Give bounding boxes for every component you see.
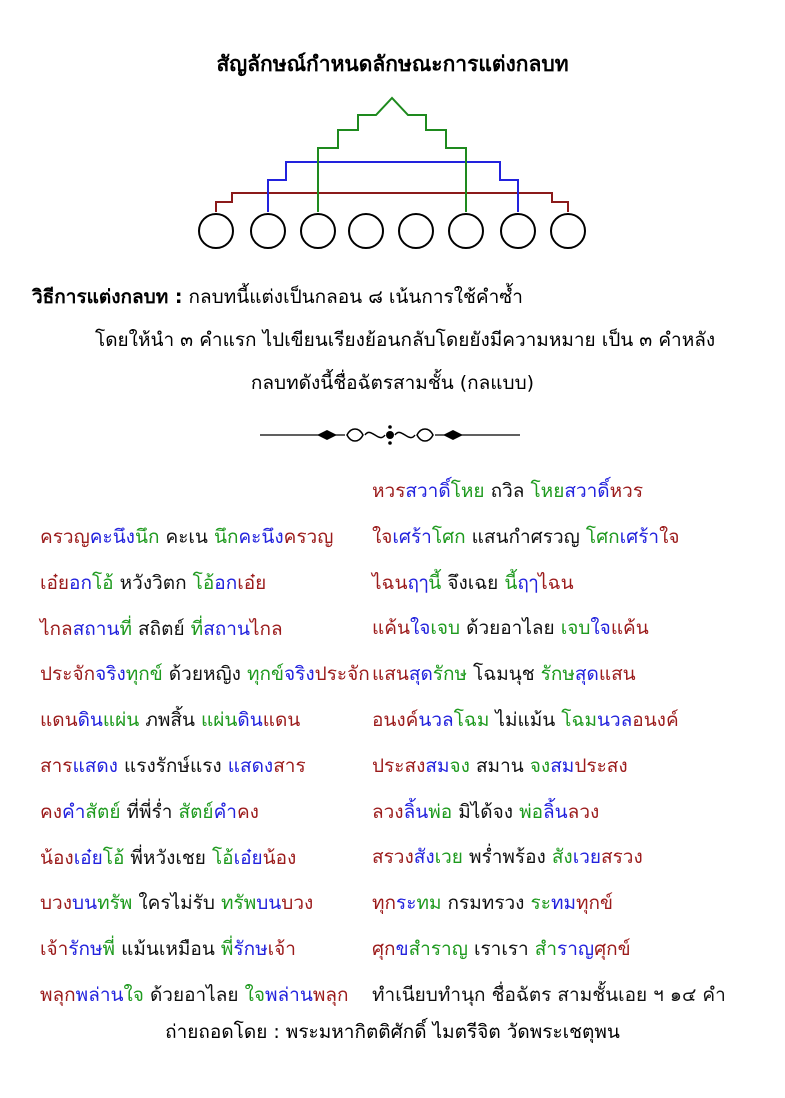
verse-word: บน	[256, 892, 282, 915]
verse-word: สม	[425, 754, 450, 777]
verse-word: ประสง	[372, 754, 426, 777]
verse-word: ทม	[416, 892, 442, 915]
verse-word: สาร	[40, 755, 73, 777]
verse-word: เราเรา	[467, 938, 535, 960]
word-circle-8	[551, 214, 585, 248]
verse-word: รักษ	[68, 938, 103, 961]
verse-word: โอ้	[91, 571, 114, 594]
verse-word: ทม	[550, 892, 576, 915]
verse-word: คง	[236, 800, 259, 823]
verse-word: ทุกข์	[125, 663, 163, 686]
verse-word: คะเน	[159, 526, 214, 548]
verse-word: ครวญ	[40, 526, 90, 548]
verse-word: ไฉน	[372, 571, 408, 594]
verse-word: จริง	[284, 663, 315, 686]
verse-word: สมาน	[469, 754, 530, 777]
verse-word: โหย	[530, 480, 565, 502]
verse-word: ระ	[530, 892, 551, 915]
inner-tier-line	[318, 98, 466, 212]
credit-line: ถ่ายถอดโดย : พระมหากิตติศักดิ์ ไมตรีจิต วัดพระเชตุพน	[165, 1021, 620, 1043]
verse-word: โศก	[431, 525, 466, 548]
verse-word: แม้นเหมือน	[115, 938, 221, 961]
verse-word: โหย	[450, 480, 485, 502]
word-circles	[199, 214, 585, 248]
verse-word: สำ	[534, 938, 558, 960]
verse-line	[372, 934, 631, 964]
verse-word: ลิ้น	[403, 800, 429, 823]
verse-word: ทำเนียบทำนุก ชื่อฉัตร สามชั้นเอย ฯ ๑๔ คำ	[372, 983, 726, 1006]
verse-word: ไกล	[40, 617, 73, 640]
verse-line	[40, 705, 300, 735]
page-title: สัญลักษณ์กำหนดลักษณะการแต่งกลบท	[216, 52, 569, 76]
verse-word: แสน	[598, 663, 636, 686]
verse-word: อนงค์	[632, 709, 679, 731]
intro-line-2: โดยให้นำ ๓ คำแรก ไปเขียนเรียงย้อนกลับโดยยังมีความหมาย เป็น ๓ คำหลัง	[95, 329, 716, 351]
verse-word: ศุกข์	[594, 938, 631, 960]
verse-word: บวง	[40, 892, 73, 915]
verse-word: พี่	[220, 938, 234, 961]
verse-line	[372, 659, 636, 689]
verse-word: สัตย์	[85, 800, 121, 823]
verse-word: โศก	[585, 525, 620, 548]
verse-line	[40, 980, 348, 1010]
verse-line	[372, 980, 726, 1010]
verse-word: ทุกข์	[246, 663, 285, 686]
verse-word: สุด	[574, 663, 599, 686]
verse-word: แสดง	[72, 755, 118, 777]
verse-word: ที่	[119, 617, 132, 640]
verse-word: อก	[69, 571, 92, 594]
verse-word: เอ๋ย	[40, 571, 70, 594]
verse-word: จึงเฉย	[441, 571, 505, 594]
verse-word: บน	[72, 892, 98, 915]
verse-word: ประสง	[574, 754, 628, 777]
verse-word: เศร้า	[392, 525, 432, 548]
verse-word: ประจัก	[40, 663, 96, 686]
verse-word: เจบ	[560, 617, 591, 640]
verse-word: โฉมนุช	[467, 663, 541, 686]
verse-word: ทุก	[372, 892, 397, 915]
verse-word: พ่อ	[519, 800, 544, 823]
verse-word: ดิน	[77, 709, 103, 732]
verse-word: ทุกข์	[576, 892, 614, 915]
verse-word: ลวง	[567, 800, 600, 823]
verse-word: หวร	[609, 480, 644, 502]
verse-word: ด้วยหญิง	[162, 663, 247, 686]
verse-word: คะนึง	[238, 526, 284, 548]
verse-word: ทรัพ	[220, 892, 257, 915]
verse-word: ใจ	[372, 525, 393, 548]
verse-line	[40, 934, 296, 964]
verse-line	[372, 797, 599, 827]
verse-word: พี่หวังเชย	[124, 846, 212, 869]
verse-word: ศุก	[372, 938, 396, 960]
verse-word: สาร	[273, 755, 306, 777]
verse-word: นึก	[134, 526, 160, 548]
verse-word: เศร้า	[619, 525, 660, 548]
verse-word: ด้วยอาไลย	[460, 617, 561, 640]
verse-word: รักษ	[233, 938, 268, 961]
verse-word: สัตย์	[178, 800, 214, 823]
verse-word: น้อง	[262, 846, 297, 869]
verse-word: ดิน	[237, 709, 263, 732]
verse-word: ภพสิ้น	[139, 709, 201, 732]
verse-word: เวย	[434, 846, 463, 869]
verse-word: แผ่น	[102, 709, 140, 732]
verse-word: ใจ	[123, 984, 144, 1006]
verse-word: พล่าน	[264, 984, 313, 1006]
verse-line	[372, 888, 613, 918]
verse-word: นึก	[213, 526, 239, 548]
word-circle-1	[199, 214, 233, 248]
verse-word: เจ้า	[267, 938, 296, 961]
verse-word: พร่ำพร้อง	[462, 846, 552, 869]
verse-line	[40, 659, 370, 689]
intro-label: วิธีการแต่งกลบท :	[32, 286, 183, 308]
verse-word: จริง	[95, 663, 126, 686]
verse-word: แรงรักษ์แรง	[117, 755, 228, 777]
verse-line	[40, 888, 313, 918]
verse-word: เอ๋ย	[73, 846, 103, 869]
verse-word: พลุก	[312, 984, 349, 1006]
verse-line	[40, 843, 296, 873]
verse-word: ที่พี่ร่ำ	[120, 800, 179, 823]
verse-word: พ่อ	[428, 800, 453, 823]
intro-line-1	[32, 282, 523, 312]
verse-line	[372, 613, 649, 643]
verse-line	[372, 476, 643, 506]
verse-word: โอ้	[211, 846, 234, 869]
word-circle-4	[349, 214, 383, 248]
verse-line	[372, 842, 643, 872]
word-circle-7	[501, 214, 535, 248]
verse-word: บวง	[281, 892, 314, 915]
verse-word: พล่าน	[75, 984, 124, 1006]
verse-word: คะนึง	[89, 526, 135, 548]
verse-word: ถวิล	[484, 480, 531, 502]
intro-line-3: กลบทดังนี้ชื่อฉัตรสามชั้น (กลแบบ)	[250, 372, 535, 394]
verse-word: โอ้	[102, 846, 125, 869]
verse-word: ลิ้น	[543, 800, 568, 823]
verse-word: เจ้า	[40, 938, 69, 961]
verse-word: ข	[395, 938, 409, 960]
verse-word: แผ่น	[201, 709, 238, 732]
verse-word: ที่	[190, 617, 204, 640]
verse-word: สรวง	[601, 846, 643, 869]
verse-word: แสนกำศรวญ	[465, 525, 586, 548]
verse-word: เอ๋ย	[233, 846, 263, 869]
verse-word: สวาดิ์	[405, 480, 451, 502]
verse-word: พลุก	[40, 984, 76, 1006]
verse-line	[40, 797, 259, 827]
verse-word: สถิตย์	[132, 617, 191, 640]
verse-word: อก	[214, 571, 238, 594]
verse-word: จง	[529, 754, 551, 777]
word-circle-2	[251, 214, 285, 248]
verse-word: รักษ	[432, 663, 468, 686]
verse-line	[40, 751, 306, 781]
verse-word: แค้น	[372, 617, 410, 640]
verse-word: จง	[449, 754, 470, 777]
verse-word: ทรัพ	[97, 892, 133, 915]
verse-word: สรวง	[372, 846, 414, 869]
verse-word: แค้น	[610, 617, 649, 640]
verse-word: เอ๋ย	[237, 571, 267, 594]
verse-word: หวังวิตก	[113, 571, 193, 594]
verse-word: ไกล	[249, 617, 283, 640]
verse-word: สถาน	[72, 617, 120, 640]
verse-line	[372, 751, 628, 781]
verse-line	[40, 568, 266, 598]
verse-word: เจบ	[430, 617, 461, 640]
verse-word: มิได้จง	[452, 800, 520, 823]
verse-word: ราญ	[557, 938, 595, 960]
verse-word: สัง	[551, 846, 573, 869]
verse-word: ระ	[396, 892, 417, 915]
verse-word: นี้	[504, 571, 518, 594]
word-circle-6	[449, 214, 483, 248]
verse-word: กรมทรวง	[441, 892, 531, 915]
verse-word: ฤๅ	[517, 571, 539, 594]
verse-word: โฉม	[453, 709, 490, 731]
verse-word: โฉม	[561, 709, 597, 731]
verse-word: นี้	[428, 571, 442, 594]
verse-word: รักษ	[540, 663, 575, 686]
verse-word: ด้วยอาไลย	[143, 984, 245, 1006]
verse-word: คำ	[62, 800, 86, 823]
word-circle-3	[301, 214, 335, 248]
verse-word: ใจ	[244, 984, 265, 1006]
verse-word: ฤๅ	[407, 571, 429, 594]
verse-word: คำ	[213, 800, 237, 823]
verse-word: แสน	[372, 663, 409, 686]
verse-word: ไม่แม้น	[489, 709, 562, 731]
verse-word: สม	[550, 754, 575, 777]
verse-word: นวล	[418, 709, 454, 731]
verse-line	[372, 522, 680, 552]
verse-line	[372, 568, 574, 598]
verse-word: แสดง	[227, 755, 274, 777]
verse-word: แดน	[262, 709, 301, 732]
intro-text-1: กลบทนี้แต่งเป็นกลอน ๘ เน้นการใช้คำซ้ำ	[182, 286, 523, 308]
verse-word: แดน	[40, 709, 78, 732]
verse-word: อนงค์	[372, 709, 419, 731]
ornament-divider	[255, 423, 525, 447]
word-circle-5	[399, 214, 433, 248]
verse-word: สุด	[408, 663, 433, 686]
verse-word: หวร	[372, 480, 406, 502]
verse-word: ใครไม่รับ	[132, 892, 221, 915]
verse-word: คง	[40, 800, 62, 823]
middle-tier-line	[268, 162, 518, 212]
verse-line	[40, 522, 333, 552]
verse-word: สัง	[413, 846, 435, 869]
verse-word: นวล	[596, 709, 633, 731]
verse-word: โอ้	[192, 571, 215, 594]
three-tier-umbrella-diagram	[180, 90, 600, 255]
verse-word: ใจ	[590, 617, 611, 640]
verse-word: ลวง	[372, 800, 404, 823]
verse-word: ประจัก	[314, 663, 370, 686]
verse-line	[372, 705, 679, 735]
verse-word: ใจ	[659, 525, 680, 548]
verse-word: น้อง	[40, 846, 74, 869]
verse-word: สวาดิ์	[564, 480, 610, 502]
verse-word: ครวญ	[283, 526, 334, 548]
verse-word: สำราญ	[408, 938, 468, 960]
verse-word: ไฉน	[538, 571, 574, 594]
verse-word: พี่	[102, 938, 116, 961]
verse-word: สถาน	[203, 617, 250, 640]
verse-word: เวย	[572, 846, 601, 869]
verse-word: ใจ	[409, 617, 431, 640]
verse-line	[40, 614, 283, 644]
